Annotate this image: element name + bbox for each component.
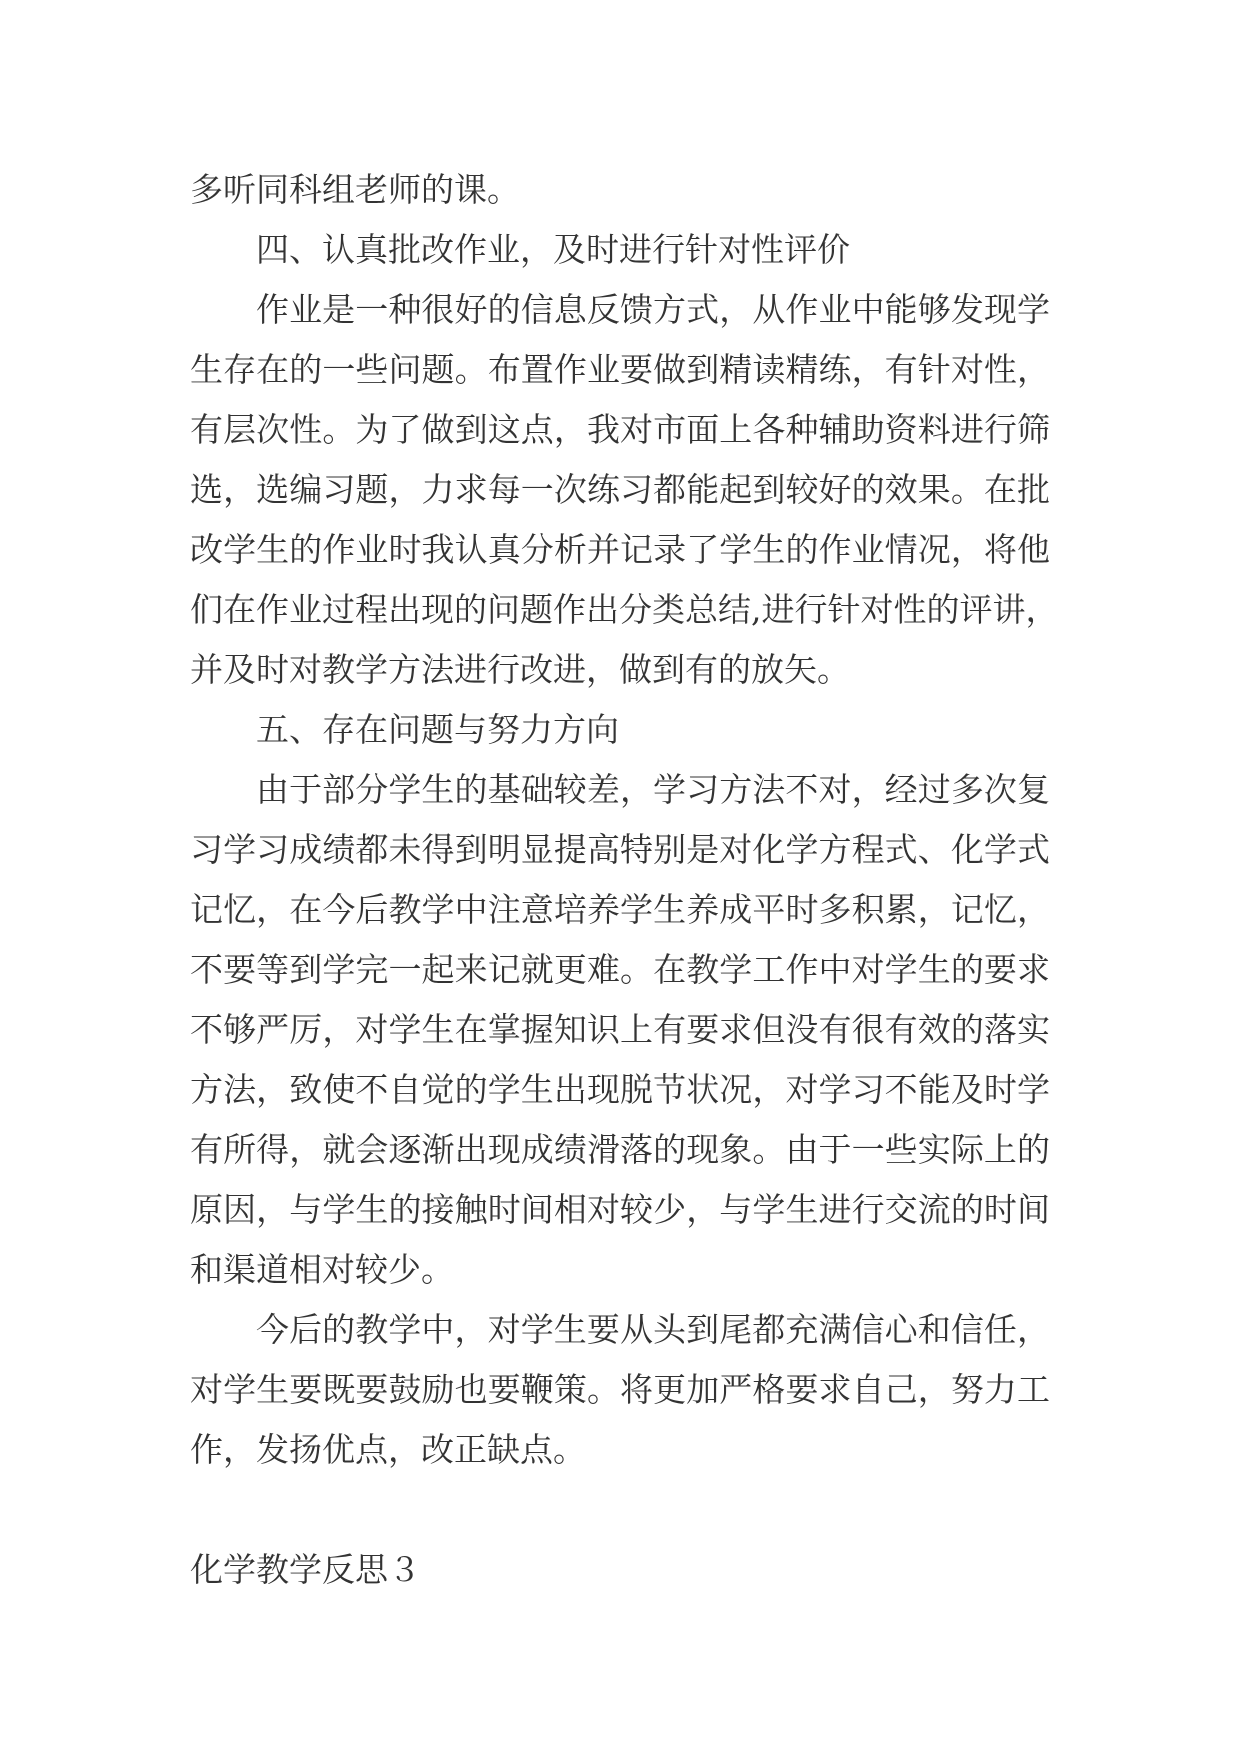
paragraph-line: 改学生的作业时我认真分析并记录了学生的作业情况，将他 xyxy=(190,530,1050,569)
paragraph-line: 多听同科组老师的课。 xyxy=(190,170,520,209)
blank-line xyxy=(190,1480,1050,1540)
paragraph-line: 们在作业过程出现的问题作出分类总结,进行针对性的评讲， xyxy=(190,590,1059,629)
paragraph-line: 有层次性。为了做到这点，我对市面上各种辅助资料进行筛 xyxy=(190,410,1050,449)
paragraph-line: 不要等到学完一起来记就更难。在教学工作中对学生的要求 xyxy=(190,950,1050,989)
paragraph-line: 作，发扬优点，改正缺点。 xyxy=(190,1430,586,1469)
paragraph-line: 由于部分学生的基础较差，学习方法不对，经过多次复 xyxy=(256,770,1050,809)
paragraph-line: 作业是一种很好的信息反馈方式，从作业中能够发现学 xyxy=(256,290,1050,329)
paragraph-line: 有所得，就会逐渐出现成绩滑落的现象。由于一些实际上的 xyxy=(190,1130,1050,1169)
paragraph-line: 方法，致使不自觉的学生出现脱节状况，对学习不能及时学 xyxy=(190,1070,1050,1109)
document-body xyxy=(190,160,1059,1600)
next-section-title: 化学教学反思３ xyxy=(190,1550,421,1589)
paragraph-line: 和渠道相对较少。 xyxy=(190,1250,454,1289)
paragraph-line: 习学习成绩都未得到明显提高特别是对化学方程式、化学式 xyxy=(190,830,1050,869)
paragraph-line: 记忆，在今后教学中注意培养学生养成平时多积累，记忆， xyxy=(190,890,1050,929)
paragraph-line: 生存在的一些问题。布置作业要做到精读精练，有针对性， xyxy=(190,350,1050,389)
paragraph-line: 原因，与学生的接触时间相对较少，与学生进行交流的时间 xyxy=(190,1190,1050,1229)
paragraph-line: 今后的教学中，对学生要从头到尾都充满信心和信任， xyxy=(256,1310,1050,1349)
paragraph-line: 选，选编习题，力求每一次练习都能起到较好的效果。在批 xyxy=(190,470,1050,509)
paragraph-line: 对学生要既要鼓励也要鞭策。将更加严格要求自己，努力工 xyxy=(190,1370,1050,1409)
paragraph-line: 并及时对教学方法进行改进，做到有的放矢。 xyxy=(190,650,850,689)
section-heading: 四、认真批改作业，及时进行针对性评价 xyxy=(256,230,850,269)
section-heading: 五、存在问题与努力方向 xyxy=(256,710,619,749)
paragraph-line: 不够严厉，对学生在掌握知识上有要求但没有很有效的落实 xyxy=(190,1010,1050,1049)
